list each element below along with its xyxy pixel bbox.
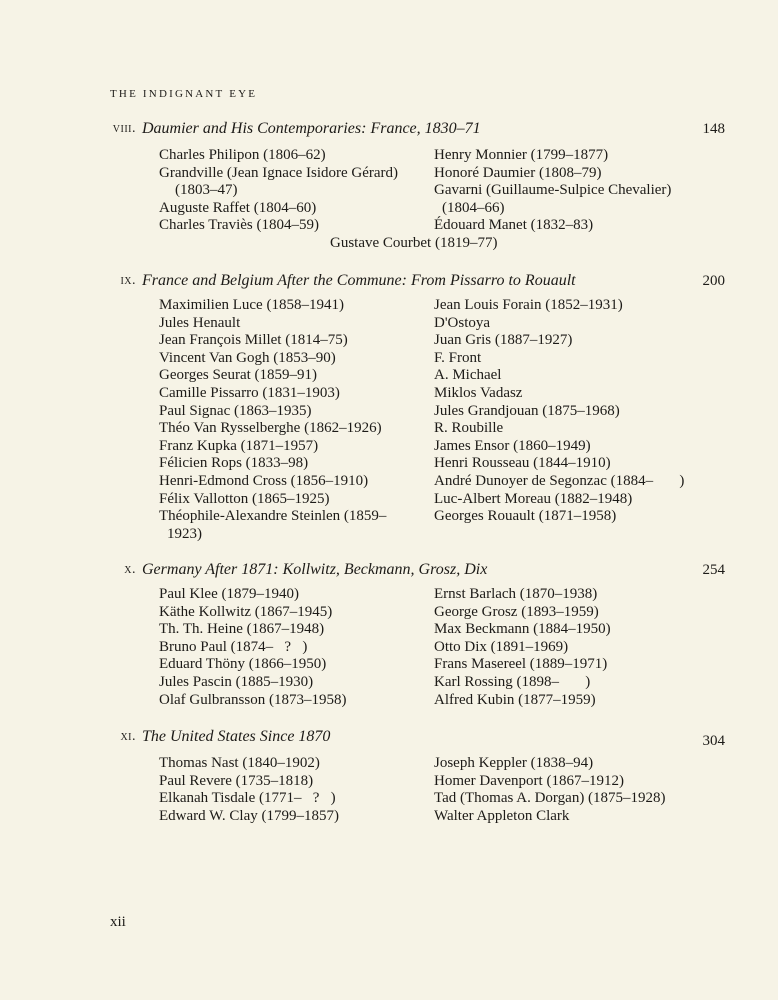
- artist-entry: Georges Seurat (1859–91): [159, 367, 318, 384]
- artist-entry: Jean Louis Forain (1852–1931): [434, 297, 623, 313]
- artist-entry: Maximilien Luce (1858–1941): [159, 297, 344, 313]
- artist-entry: Walter Appleton Clark: [434, 807, 570, 824]
- artist-entry: Tad (Thomas A. Dorgan) (1875–1928): [434, 790, 666, 807]
- section-title: The United States Since 1870: [142, 728, 331, 745]
- section-heading: [0, 725, 778, 749]
- artist-entry: Paul Signac (1863–1935): [159, 402, 312, 419]
- artist-entry: Homer Davenport (1867–1912): [434, 772, 624, 789]
- artist-entry: Bruno Paul (1874– ? ): [159, 638, 308, 655]
- artist-entry: Miklos Vadasz: [434, 384, 523, 401]
- artist-entry: Ernst Barlach (1870–1938): [434, 586, 598, 602]
- section-numeral: x.: [124, 562, 136, 577]
- artist-entry: Honoré Daumier (1808–79): [434, 164, 602, 181]
- artist-entry: Henri-Edmond Cross (1856–1910): [159, 472, 369, 489]
- artist-entry: Charles Traviès (1804–59): [159, 217, 319, 234]
- artist-entry: André Dunoyer de Segonzac (1884– ): [434, 472, 685, 489]
- artist-entry: Charles Philipon (1806–62): [159, 147, 326, 163]
- artist-entry: Jules Henault: [159, 314, 241, 331]
- section-title: Daumier and His Contemporaries: France, 1830–71: [142, 120, 481, 137]
- section-page-number: 254: [702, 562, 725, 578]
- artist-list-right: [434, 297, 724, 526]
- artist-entry: Camille Pissarro (1831–1903): [159, 384, 340, 401]
- section-page-number: 304: [702, 733, 725, 749]
- section-numeral: viii.: [112, 121, 136, 136]
- artist-entry: Juan Gris (1887–1927): [434, 332, 573, 349]
- artist-entry: Félix Vallotton (1865–1925): [159, 490, 330, 507]
- section-heading: [0, 269, 778, 293]
- artist-entry: Alfred Kubin (1877–1959): [434, 691, 596, 708]
- section-heading: [0, 558, 778, 582]
- artist-entry: (1804–66): [442, 199, 505, 216]
- section-title: France and Belgium After the Commune: From Pissarro to Rouault: [142, 272, 576, 289]
- artist-entry: Thomas Nast (1840–1902): [159, 755, 320, 771]
- artist-list-right: [434, 755, 724, 825]
- artist-entry: A. Michael: [434, 367, 502, 384]
- artist-entry: Gavarni (Guillaume-Sulpice Chevalier): [434, 182, 672, 199]
- artist-entry: Joseph Keppler (1838–94): [434, 755, 594, 771]
- section-title: Germany After 1871: Kollwitz, Beckmann, Grosz, Dix: [142, 561, 488, 578]
- artist-entry: Max Beckmann (1884–1950): [434, 621, 611, 638]
- artist-entry: Jean François Millet (1814–75): [159, 332, 348, 349]
- artist-list-left: [159, 586, 427, 709]
- section-heading: [0, 117, 778, 141]
- artist-entry: Karl Rossing (1898– ): [434, 673, 591, 690]
- artist-entry: Eduard Thöny (1866–1950): [159, 656, 327, 673]
- artist-entry: Félicien Rops (1833–98): [159, 455, 309, 472]
- section-numeral: ix.: [120, 273, 136, 288]
- artist-entry: (1803–47): [175, 182, 238, 199]
- artist-entry: Vincent Van Gogh (1853–90): [159, 349, 336, 366]
- artist-entry: Otto Dix (1891–1969): [434, 638, 569, 655]
- artist-entry: F. Front: [434, 349, 482, 366]
- artist-entry: Franz Kupka (1871–1957): [159, 437, 319, 454]
- artist-entry: Edward W. Clay (1799–1857): [159, 807, 339, 824]
- artist-entry: Paul Klee (1879–1940): [159, 586, 299, 602]
- section-page-number: 148: [702, 121, 725, 137]
- section-page-number: 200: [702, 273, 725, 289]
- artist-entry: Édouard Manet (1832–83): [434, 217, 594, 234]
- artist-list-left: [159, 297, 427, 543]
- artist-entry: Paul Revere (1735–1818): [159, 772, 314, 789]
- artist-entry: George Grosz (1893–1959): [434, 603, 599, 620]
- artist-list-right: [434, 147, 724, 235]
- artist-entry: R. Roubille: [434, 420, 504, 437]
- artist-entry: Th. Th. Heine (1867–1948): [159, 621, 325, 638]
- artist-list-left: [159, 755, 427, 825]
- artist-entry: Auguste Raffet (1804–60): [159, 199, 317, 216]
- artist-entry: Olaf Gulbransson (1873–1958): [159, 691, 347, 708]
- artist-entry: Théo Van Rysselberghe (1862–1926): [159, 420, 382, 437]
- artist-entry: Henri Rousseau (1844–1910): [434, 455, 611, 472]
- artist-entry: Jules Grandjouan (1875–1968): [434, 402, 620, 419]
- artist-entry: D'Ostoya: [434, 314, 491, 331]
- section-numeral: xi.: [120, 729, 136, 744]
- artist-entry: Georges Rouault (1871–1958): [434, 508, 617, 525]
- artist-entry: Käthe Kollwitz (1867–1945): [159, 603, 333, 620]
- artist-entry: James Ensor (1860–1949): [434, 437, 591, 454]
- artist-entry: 1923): [167, 525, 202, 542]
- artist-entry: Henry Monnier (1799–1877): [434, 147, 609, 163]
- artist-list-right: [434, 586, 724, 709]
- artist-entry: Jules Pascin (1885–1930): [159, 673, 314, 690]
- running-head: THE INDIGNANT EYE: [110, 88, 258, 100]
- page-folio: xii: [110, 914, 126, 930]
- artist-entry: Elkanah Tisdale (1771– ? ): [159, 790, 336, 807]
- artist-entry: Théophile-Alexandre Steinlen (1859–: [159, 508, 387, 525]
- artist-entry: Grandville (Jean Ignace Isidore Gérard): [159, 164, 399, 181]
- artist-entry-centered: Gustave Courbet (1819–77): [330, 235, 498, 251]
- artist-entry: Frans Masereel (1889–1971): [434, 656, 608, 673]
- artist-entry: Luc-Albert Moreau (1882–1948): [434, 490, 633, 507]
- artist-list-left: [159, 147, 427, 235]
